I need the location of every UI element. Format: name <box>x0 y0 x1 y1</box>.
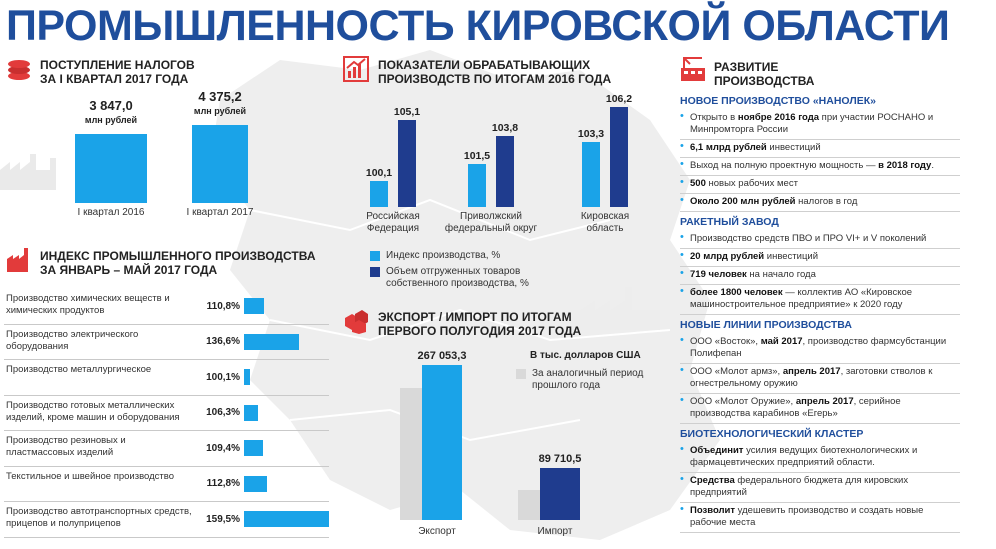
legend-item-index <box>370 250 550 262</box>
item-text: , серийное производства карабинов «Егерь» <box>690 396 901 419</box>
index-value-label: 109,4% <box>206 442 240 454</box>
item-highlight: Средства <box>690 475 735 486</box>
item-highlight: май 2017 <box>760 336 803 347</box>
mfg-bar <box>610 107 628 207</box>
development-section <box>680 319 960 424</box>
mfg-bar <box>496 136 514 207</box>
development-item <box>680 364 960 394</box>
index-bar <box>244 476 267 492</box>
development-item <box>680 267 960 285</box>
mfg-value-label: 100,1 <box>365 167 393 180</box>
development-item <box>680 140 960 158</box>
item-highlight: 500 <box>690 178 706 189</box>
development-section-title: НОВОЕ ПРОИЗВОДСТВО «НАНОЛЕК» <box>680 95 876 107</box>
item-highlight: ноябре 2016 года <box>737 112 820 123</box>
index-category: Производство резиновых и пластмассовых изделий <box>6 435 126 458</box>
index-value-label: 112,8% <box>206 478 240 490</box>
index-bar <box>244 334 299 350</box>
mfg-bar <box>582 142 600 207</box>
development-item <box>680 158 960 176</box>
trade-value-label: 267 053,3 <box>417 350 467 362</box>
legend-label: За аналогичный период прошлого года <box>532 368 644 391</box>
item-highlight: в 2018 году <box>878 160 932 171</box>
development-item <box>680 176 960 194</box>
index-category: Производство химических веществ и химических продуктов <box>6 293 170 316</box>
item-text: усилия ведущих биотехнологических и фармацевтических предприятий области. <box>690 445 918 468</box>
item-highlight: Объединит <box>690 445 744 456</box>
development-item <box>680 394 960 424</box>
item-text: Открыто в <box>690 112 738 123</box>
legend-swatch <box>370 251 380 261</box>
mfg-value-label: 106,2 <box>605 93 633 105</box>
item-highlight: более 1800 человек <box>690 287 783 298</box>
development-item <box>680 231 960 249</box>
development-section <box>680 95 960 212</box>
trade-bar <box>422 365 462 520</box>
tax-unit: млн рублей <box>84 115 138 126</box>
mfg-category: Кировская область <box>580 211 630 234</box>
development-section-title: БИОТЕХНОЛОГИЧЕСКИЙ КЛАСТЕР <box>680 428 864 440</box>
index-category: Производство металлургическое <box>6 364 152 375</box>
trade-unit: В тыс. долларов США <box>530 350 641 361</box>
index-row <box>4 289 329 325</box>
item-text: ООО «Молот Оружие», <box>690 396 796 407</box>
development-list <box>680 95 960 537</box>
item-text: на начало года <box>746 269 816 280</box>
mfg-value-label: 101,5 <box>463 150 491 163</box>
item-highlight: 20 млрд рублей <box>690 251 765 262</box>
item-text: — коллектив АО «Кировское машиностроительное предприятие» к 2020 году <box>690 287 913 310</box>
item-highlight: Около 200 млн рублей <box>690 196 796 207</box>
index-category: Производство готовых металлических изделий, кроме машин и оборудования <box>6 399 180 423</box>
tax-category: I квартал 2016 <box>77 207 145 218</box>
item-text: ООО «Восток», <box>690 336 761 347</box>
index-row <box>4 431 329 467</box>
index-bar <box>244 405 258 421</box>
mfg-bar <box>398 120 416 207</box>
chart-growth-icon <box>343 56 369 82</box>
manufacturing-heading: ПОКАЗАТЕЛИ ОБРАБАТЫВАЮЩИХ ПРОИЗВОДСТВ ПО ИТОГАМ 2016 ГОДА <box>378 58 612 86</box>
taxes-heading: ПОСТУПЛЕНИЕ НАЛОГОВ ЗА I КВАРТАЛ 2017 ГОДА <box>40 58 195 86</box>
factory-silhouette-mid <box>580 285 660 330</box>
mfg-bar <box>468 164 486 207</box>
development-item <box>680 334 960 364</box>
item-text: новых рабочих мест <box>705 178 798 189</box>
development-item <box>680 473 960 503</box>
item-highlight: апрель 2017 <box>782 366 841 377</box>
manufacturing-legend <box>370 250 550 290</box>
boxes-icon <box>343 308 369 334</box>
development-item <box>680 194 960 212</box>
mfg-value-label: 103,3 <box>577 128 605 141</box>
item-text: . <box>931 160 934 171</box>
index-category: Производство автотранспортных средств, прицепов и полуприцепов <box>6 506 192 529</box>
development-section-title: РАКЕТНЫЙ ЗАВОД <box>680 216 779 228</box>
item-highlight: 6,1 млрд рублей <box>690 142 767 153</box>
trade-category: Импорт <box>537 526 573 537</box>
item-highlight: 719 человек <box>690 269 747 280</box>
development-section <box>680 216 960 315</box>
development-item <box>680 285 960 315</box>
index-category: Производство электрического оборудования <box>6 328 139 352</box>
mfg-value-label: 103,8 <box>491 122 519 135</box>
index-value-label: 159,5% <box>206 513 240 525</box>
item-text: , заготовки стволов к огнестрельному оружию <box>690 366 933 389</box>
item-text: федерального бюджета для кировских предприятий <box>690 475 909 498</box>
index-category: Текстильное и швейное производство <box>6 470 174 482</box>
item-text: инвестиций <box>764 251 819 262</box>
index-row <box>4 502 329 538</box>
index-bar <box>244 440 263 456</box>
item-highlight: апрель 2017 <box>795 396 854 407</box>
item-text: удешевить производство и создать новые рабочие места <box>690 505 924 528</box>
item-text: инвестиций <box>766 142 821 153</box>
item-highlight: Позволит <box>690 505 736 516</box>
item-text: ООО «Молот армз», <box>690 366 783 377</box>
trade-value-label: 89 710,5 <box>538 452 582 465</box>
page-title: ПРОМЫШЛЕННОСТЬ КИРОВСКОЙ ОБЛАСТИ <box>6 2 950 50</box>
index-row <box>4 325 329 361</box>
mfg-bar <box>370 181 388 207</box>
index-value-label: 110,8% <box>206 300 240 312</box>
development-heading: РАЗВИТИЕ ПРОИЗВОДСТВА <box>714 60 815 88</box>
manufacturing-chart <box>340 95 660 245</box>
index-heading: ИНДЕКС ПРОМЫШЛЕННОГО ПРОИЗВОДСТВА ЗА ЯНВАРЬ – МАЙ 2017 ГОДА <box>40 249 316 277</box>
development-item <box>680 249 960 267</box>
trade-bar <box>540 468 580 520</box>
legend-item-volume <box>370 266 550 290</box>
trade-chart <box>390 340 610 545</box>
legend-swatch <box>370 267 380 277</box>
development-section <box>680 428 960 533</box>
index-row <box>4 467 329 503</box>
tax-category: I квартал 2017 <box>186 207 254 218</box>
index-bar <box>244 511 329 527</box>
mfg-category: Российская Федерация <box>366 211 420 234</box>
trade-category: Экспорт <box>418 526 456 537</box>
development-section-title: НОВЫЕ ЛИНИИ ПРОИЗВОДСТВА <box>680 319 852 331</box>
legend-label: Объем отгруженных товаров собственного производства, % <box>386 266 529 289</box>
index-value-label: 100,1% <box>206 371 240 383</box>
mfg-value-label: 105,1 <box>393 106 421 119</box>
development-item <box>680 110 960 140</box>
legend-label: Индекс производства, % <box>386 250 501 261</box>
tax-value: 3 847,0 <box>89 98 133 114</box>
index-bar <box>244 298 264 314</box>
item-text: при участии РОСНАНО и Минпромторга России <box>690 112 934 135</box>
index-bar <box>244 369 250 385</box>
item-text: Выход на полную проектную мощность — <box>690 160 879 171</box>
index-value-label: 106,3% <box>206 407 240 419</box>
item-text: Производство средств ПВО и ПРО VI+ и V поколений <box>690 233 927 244</box>
item-text: , производство фармсубстанции Полифепан <box>690 336 947 359</box>
tax-unit: млн рублей <box>193 106 247 116</box>
index-row <box>4 396 329 432</box>
index-value-label: 136,6% <box>206 336 240 348</box>
tax-value: 4 375,2 <box>198 89 242 104</box>
development-item <box>680 443 960 473</box>
item-text: налогов в год <box>795 196 858 207</box>
plant-crane-icon <box>680 56 706 82</box>
trade-heading: ЭКСПОРТ / ИМПОРТ ПО ИТОГАМ ПЕРВОГО ПОЛУГОДИЯ 2017 ГОДА <box>378 310 582 338</box>
mfg-category: Приволжский федеральный округ <box>444 211 538 234</box>
index-chart <box>0 0 340 549</box>
development-item <box>680 503 960 533</box>
index-row <box>4 360 329 396</box>
